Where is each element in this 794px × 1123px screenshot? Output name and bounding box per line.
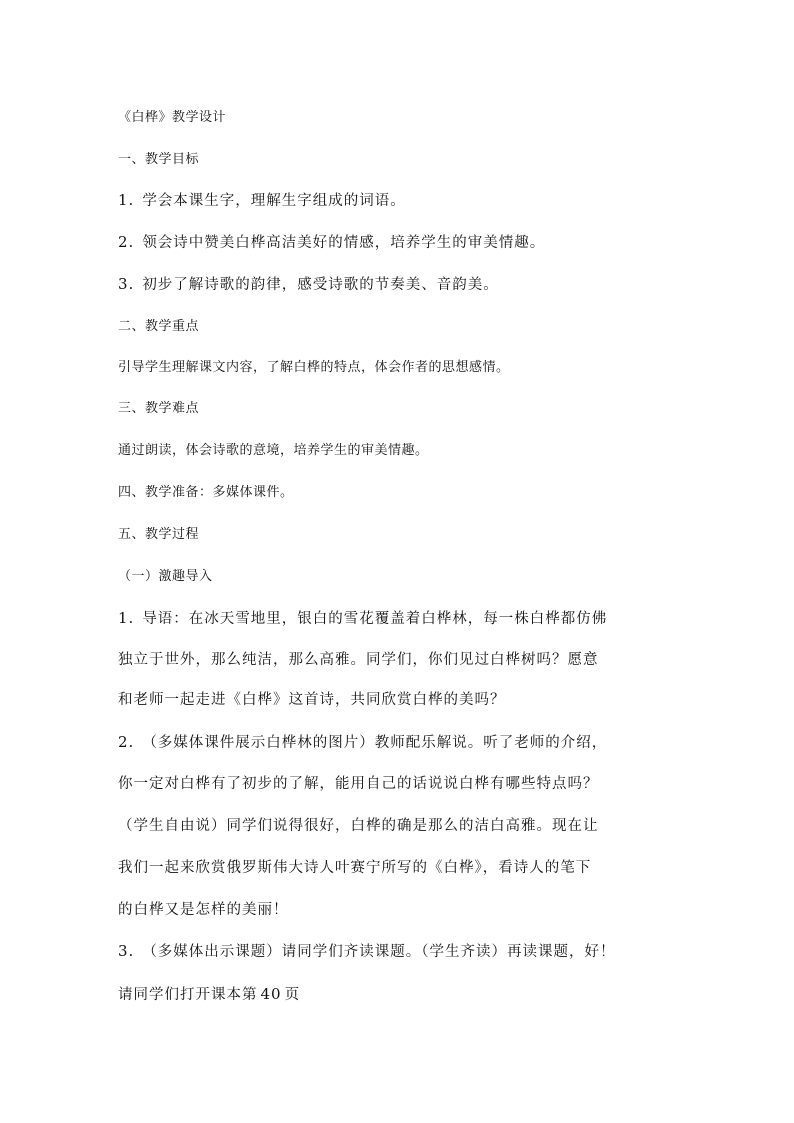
objective-text: 学会本课生字，理解生字组成的词语。 (142, 193, 406, 209)
step-3-line-1 (118, 942, 616, 961)
objective-text: 领会诗中赞美白桦高洁美好的情感，培养学生的审美情趣。 (142, 235, 546, 251)
difficulties-text: 通过朗读，体会诗歌的意境，培养学生的审美情趣。 (118, 443, 429, 458)
objective-item-2 (118, 233, 545, 252)
step-1-line-3: 和老师一起走进《白桦》这首诗，共同欣赏白桦的美吗？ (118, 692, 506, 708)
section-heading-key-points: 二、教学重点 (118, 319, 200, 334)
step-1-line-1 (118, 609, 607, 628)
step-number: 1. (118, 609, 135, 627)
step-text: （多媒体出示课题）请同学们齐读课题。（学生齐读）再读课题，好！ (142, 944, 616, 960)
section-heading-process: 五、教学过程 (118, 527, 200, 542)
objective-number: 3. (118, 275, 135, 293)
step-2-line-4: 我们一起来欣赏俄罗斯伟大诗人叶赛宁所写的《白桦》，看诗人的笔下 (118, 860, 592, 876)
step-text: 页 (284, 987, 301, 1003)
key-points-text: 引导学生理解课文内容，了解白桦的特点，体会作者的思想感情。 (118, 360, 510, 375)
step-2-line-1 (118, 733, 607, 752)
step-number: 2. (118, 733, 135, 751)
page-number: 40 (260, 985, 282, 1003)
objective-item-3 (118, 275, 499, 294)
step-text: （多媒体课件展示白桦林的图片）教师配乐解说。听了老师的介绍， (142, 735, 608, 751)
step-1-line-2: 独立于世外，那么纯洁，那么高雅。同学们，你们见过白桦树吗？愿意 (118, 652, 599, 668)
objective-number: 1. (118, 191, 135, 209)
objective-text: 初步了解诗歌的韵律，感受诗歌的节奏美、音韵美。 (142, 277, 499, 293)
step-text: 请同学们打开课本第 (118, 987, 258, 1003)
subsection-heading-intro: （一）激趣导入 (118, 569, 213, 584)
step-text: 导语：在冰天雪地里，银白的雪花覆盖着白桦林，每一株白桦都仿佛 (142, 611, 608, 627)
step-2-line-3: （学生自由说）同学们说得很好，白桦的确是那么的洁白高雅。现在让 (118, 818, 599, 834)
step-number: 3. (118, 942, 135, 960)
section-heading-difficulties: 三、教学难点 (118, 401, 200, 416)
objective-item-1 (118, 191, 406, 210)
section-heading-objectives: 一、教学目标 (118, 152, 200, 167)
section-heading-preparation: 四、教学准备：多媒体课件。 (118, 485, 294, 500)
objective-number: 2. (118, 233, 135, 251)
step-3-line-2 (118, 985, 300, 1004)
step-2-line-2: 你一定对白桦有了初步的了解，能用自己的话说说白桦有哪些特点吗？ (118, 776, 599, 792)
step-2-line-5: 的白桦又是怎样的美丽！ (118, 902, 289, 918)
document-title: 《白桦》教学设计 (118, 110, 227, 125)
